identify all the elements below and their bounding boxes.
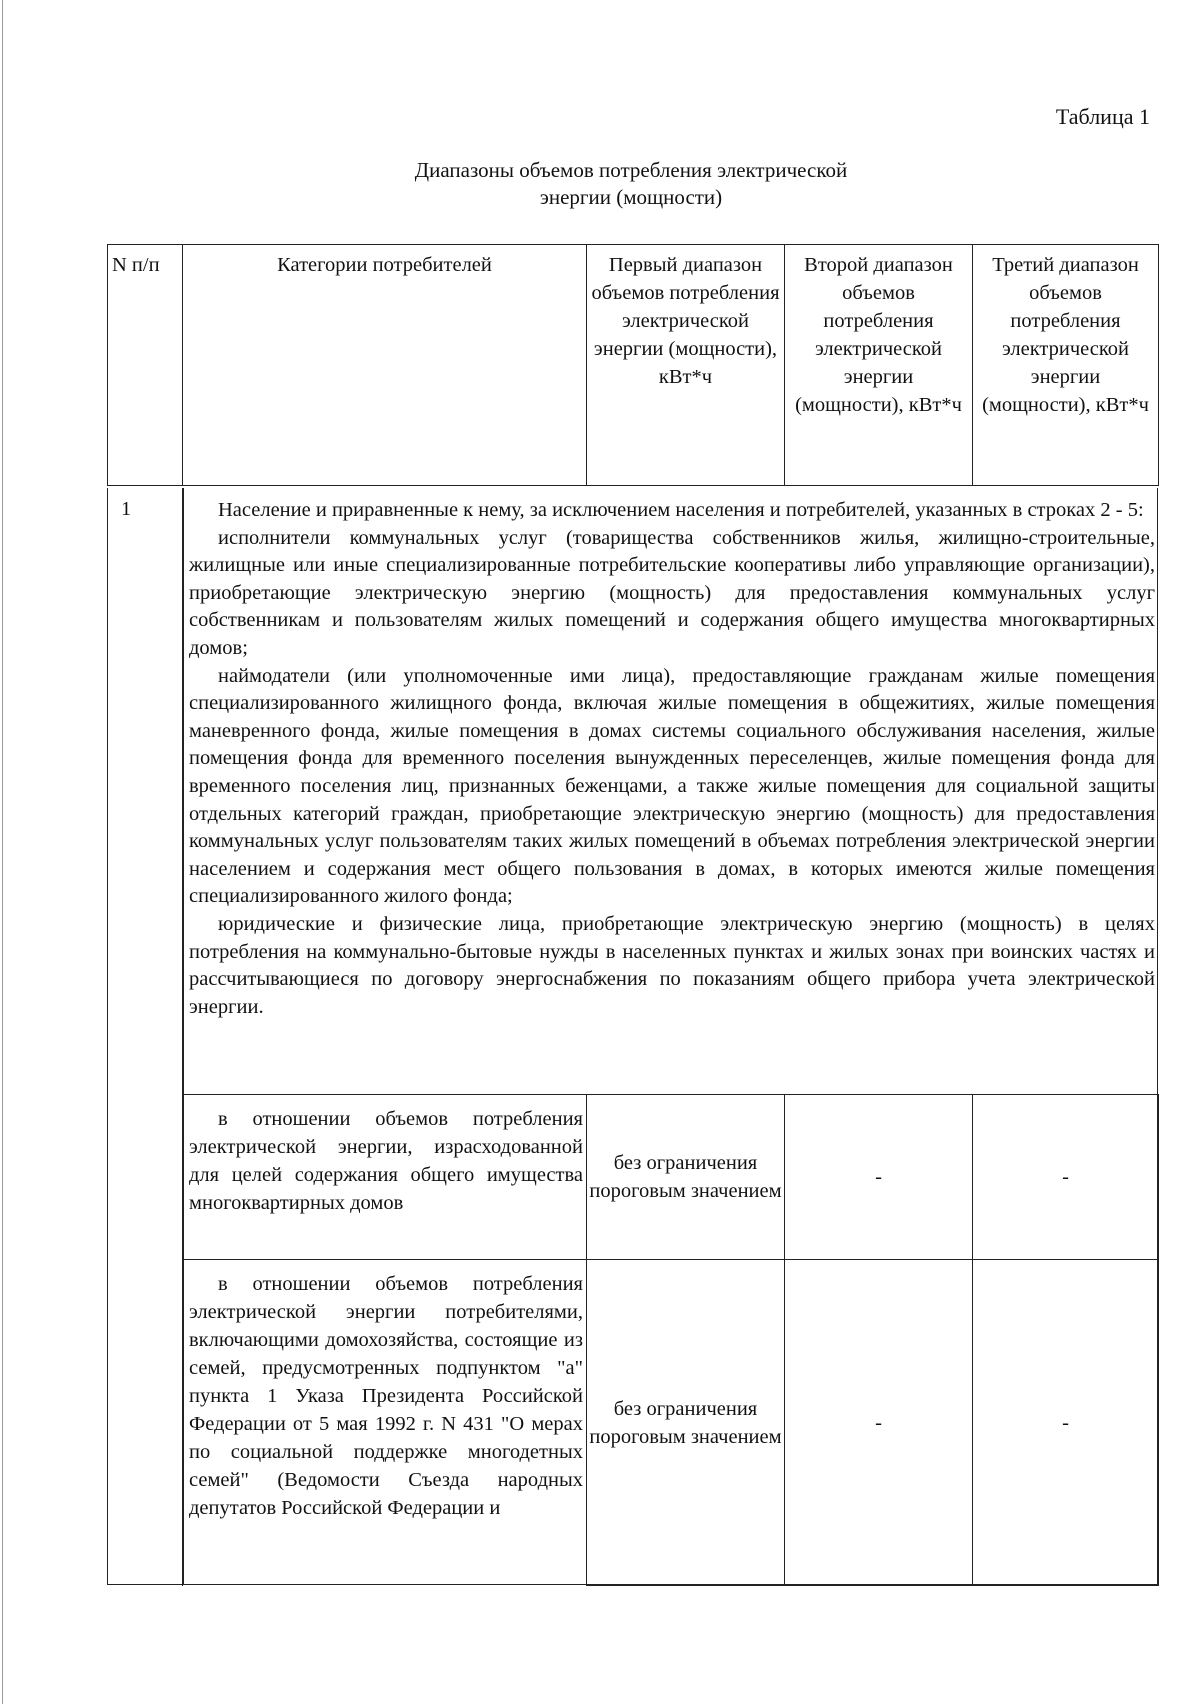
subrow-1-range-1: без ограничения пороговым значением	[587, 1095, 785, 1260]
subrow-2-description	[183, 1260, 587, 1586]
subrow-2-description-text: в отношении объемов потребления электрической энергии потребителями, включающими домохозяйства, состоящие из семей, предусмотренных подпунктом "а" пункта 1 Указа Президента Российской Федерации от 5 мая 1992 г. N 431 "О мерах по социальной поддержке многодетных семей" (Ведомости Съезда народных депутатов Российской Федерации и	[189, 1273, 583, 1519]
header-range-1: Первый диапазон объемов потребления электрической энергии (мощности), кВт*ч	[587, 245, 785, 486]
table-label: Таблица 1	[1055, 104, 1150, 129]
subrow-1-range-3: -	[973, 1095, 1159, 1260]
subrow-1-description-text: в отношении объемов потребления электрической энергии, израсходованной для целей содержания общего имущества многоквартирных домов	[189, 1108, 583, 1214]
header-range-3: Третий диапазон объемов потребления электрической энергии (мощности), кВт*ч	[973, 245, 1159, 486]
row-1-subtable	[182, 1094, 1159, 1586]
table-header	[107, 244, 1159, 486]
subrow-1-description	[183, 1095, 587, 1260]
subrow-2-range-3: -	[973, 1260, 1159, 1586]
row-1-paragraph-2: исполнители коммунальных услуг (товарищества собственников жилья, жилищно-строительные, жилищные или иные специализированные потребительские кооперативы либо управляющие организации), приобретающие электрическую энергию (мощность) для предоставления коммунальных услуг собственникам и пользователям жилых помещений и содержания общего имущества многоквартирных домов;	[189, 526, 1155, 659]
subrow-2-range-2: -	[785, 1260, 973, 1586]
document-title	[360, 157, 902, 211]
row-1-paragraph-1: Население и приравненные к нему, за исключением населения и потребителей, указанных в строках 2 - 5:	[218, 499, 1144, 521]
title-line-2: энергии (мощности)	[539, 185, 723, 209]
page-edge-line	[2, 0, 3, 1704]
header-range-2: Второй диапазон объемов потребления электрической энергии (мощности), кВт*ч	[785, 245, 973, 486]
subrow-1-range-2: -	[785, 1095, 973, 1260]
row-1-paragraph-3: наймодатели (или уполномоченные ими лица), предоставляющие гражданам жилые помещения специализированного жилищного фонда, включая жилые помещения в общежитиях, жилые помещения маневренного фонда, жилые помещения в домах системы социального обслуживания населения, жилые помещения фонда для временного поселения вынужденных переселенцев, жилые помещения фонда для временного поселения лиц, признанных беженцами, а также жилые помещения для социальной защиты отдельных категорий граждан, приобретающие электрическую энергию (мощность) для предоставления коммунальных услуг пользователям таких жилых помещений в объемах потребления электрической энергии населением и содержания мест общего пользования в домах, в которых имеются жилые помещения специализированного жилого фонда;	[189, 664, 1155, 908]
subrow-2	[183, 1260, 1159, 1586]
header-num: N п/п	[108, 245, 183, 486]
subrow-2-range-1: без ограничения пороговым значением	[587, 1260, 785, 1586]
row-1-number: 1	[121, 498, 132, 520]
header-category: Категории потребителей	[183, 245, 587, 486]
header-row	[108, 245, 1159, 486]
row-1-paragraph-4: юридические и физические лица, приобретающие электрическую энергию (мощность) в целях потребления на коммунально-бытовые нужды в населенных пунктах и жилых зонах при воинских частях и рассчитывающиеся по договору энергоснабжения по показаниям общего прибора учета электрической энергии.	[189, 912, 1155, 1018]
title-line-1: Диапазоны объемов потребления электрической	[414, 158, 848, 182]
subrow-1	[183, 1095, 1159, 1260]
row-1-category-text	[189, 497, 1155, 1021]
